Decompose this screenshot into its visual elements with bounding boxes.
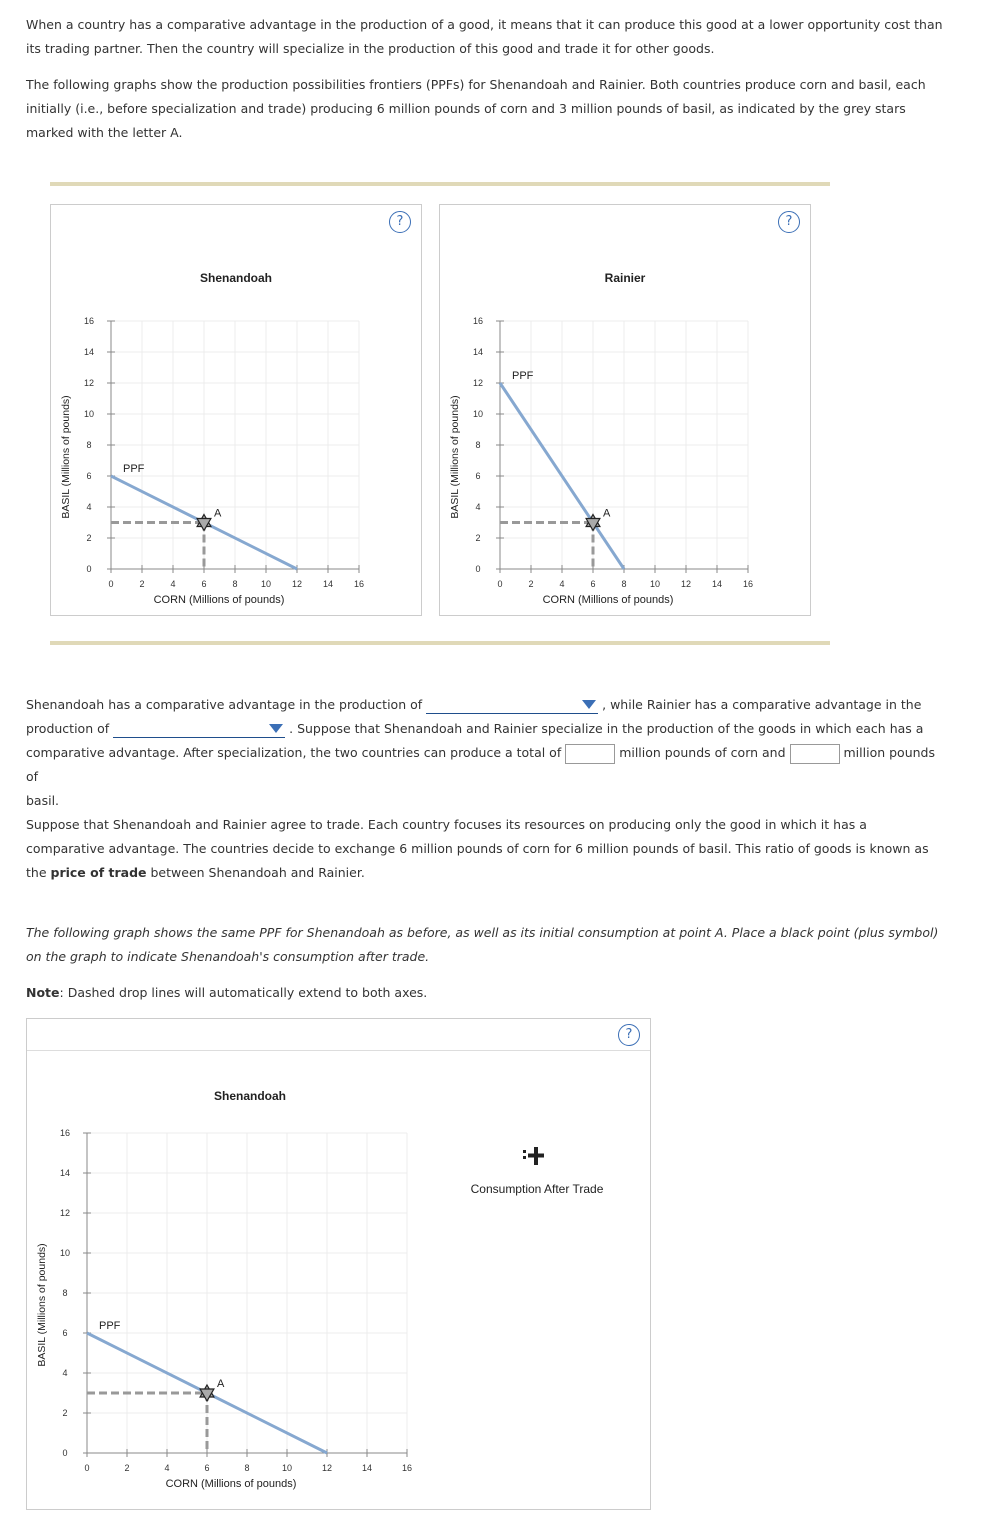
x-tick-label: 10	[281, 1463, 293, 1473]
ppf-label: PPF	[99, 1320, 121, 1332]
y-tick-label: 16	[59, 1128, 71, 1138]
consumption-after-trade-label: Consumption After Trade	[470, 1182, 604, 1196]
point-a-label: A	[217, 1378, 225, 1390]
point-a-label: A	[214, 507, 222, 520]
chevron-down-icon	[269, 724, 283, 733]
rainier-ppf-chart	[440, 205, 810, 615]
x-tick-label: 10	[260, 579, 272, 589]
x-tick-label: 4	[170, 579, 176, 589]
consumption-after-trade-tool[interactable]	[517, 1145, 553, 1167]
panel-header	[27, 1019, 650, 1051]
total-corn-input[interactable]	[565, 744, 615, 764]
chart-title: Rainier	[604, 271, 646, 285]
x-tick-label: 8	[621, 579, 627, 589]
price-of-trade-term: price of trade	[50, 865, 147, 880]
y-tick-label: 14	[59, 1168, 71, 1178]
question-text: million pounds of corn and	[619, 745, 786, 760]
x-tick-label: 0	[497, 579, 503, 589]
y-tick-label: 10	[59, 1248, 71, 1258]
trade-text: Suppose that Shenandoah and Rainier agree to trade. Each country focuses its resources on producing only the good in which it has a comparative advantage. The countries decide to exchange 6 million pounds of corn for 6 million pounds of basil. This ratio of goods is known as the	[26, 817, 929, 880]
y-axis-label: BASIL (Millions of pounds)	[60, 395, 72, 519]
x-tick-label: 6	[590, 579, 596, 589]
note-label: Note	[26, 985, 60, 1000]
x-tick-label: 4	[559, 579, 565, 589]
x-axis-label: CORN (Millions of pounds)	[153, 594, 285, 606]
x-tick-label: 12	[321, 1463, 333, 1473]
shenandoah-ppf-chart	[51, 205, 421, 615]
y-tick-label: 2	[86, 533, 92, 543]
plus-marker-icon	[517, 1145, 553, 1167]
y-tick-label: 2	[62, 1408, 68, 1418]
y-tick-label: 8	[86, 440, 92, 450]
y-axis-label: BASIL (Millions of pounds)	[449, 395, 461, 519]
instruction-paragraph	[26, 921, 946, 969]
x-tick-label: 6	[204, 1463, 210, 1473]
y-tick-label: 4	[62, 1368, 68, 1378]
x-tick-label: 12	[680, 579, 692, 589]
x-tick-label: 14	[361, 1463, 373, 1473]
trade-text: between Shenandoah and Rainier.	[150, 865, 365, 880]
y-tick-label: 2	[475, 533, 481, 543]
question-text: million pounds of	[26, 745, 935, 784]
x-tick-label: 8	[232, 579, 238, 589]
x-tick-label: 8	[244, 1463, 250, 1473]
y-tick-label: 14	[83, 347, 95, 357]
rainier-good-dropdown[interactable]	[113, 721, 285, 738]
y-tick-label: 4	[86, 502, 92, 512]
y-tick-label: 6	[475, 471, 481, 481]
question-text: basil.	[26, 793, 60, 808]
x-tick-label: 4	[164, 1463, 170, 1473]
x-tick-label: 16	[353, 579, 365, 589]
x-tick-label: 16	[742, 579, 754, 589]
x-tick-label: 2	[528, 579, 534, 589]
y-tick-label: 4	[475, 502, 481, 512]
question-text: , while Rainier has a comparative advantage in the	[602, 697, 922, 712]
shenandoah-good-dropdown[interactable]	[426, 697, 598, 714]
y-tick-label: 6	[86, 471, 92, 481]
y-tick-label: 0	[86, 564, 92, 574]
note-paragraph	[26, 981, 946, 1005]
intro-paragraph-1: When a country has a comparative advantage in the production of a good, it means that it can produce this good at a lower opportunity cost than its trading partner. Then the country will specialize in the production of this good and trade it for other goods.	[26, 17, 943, 56]
x-tick-label: 6	[201, 579, 207, 589]
top-divider	[50, 182, 830, 186]
total-basil-input[interactable]	[790, 744, 840, 764]
instruction-text: The following graph shows the same PPF for Shenandoah as before, as well as its initial consumption at point A. Place a black point (plus symbol) on the graph to indicate Shenandoah's consumption after trade.	[26, 925, 939, 964]
ppf-label: PPF	[512, 370, 534, 382]
note-text: : Dashed drop lines will automatically extend to both axes.	[59, 985, 428, 1000]
y-tick-label: 10	[472, 409, 484, 419]
x-tick-label: 12	[291, 579, 303, 589]
ppf-label: PPF	[123, 463, 145, 475]
x-tick-label: 2	[124, 1463, 130, 1473]
help-icon[interactable]: ?	[389, 211, 411, 233]
y-tick-label: 16	[472, 316, 484, 326]
x-tick-label: 0	[108, 579, 114, 589]
x-tick-label: 0	[84, 1463, 90, 1473]
help-icon[interactable]: ?	[618, 1024, 640, 1046]
consumption-graph-panel	[26, 1018, 651, 1510]
y-axis-label: BASIL (Millions of pounds)	[36, 1243, 48, 1367]
y-tick-label: 16	[83, 316, 95, 326]
intro-paragraph-2: The following graphs show the production possibilities frontiers (PPFs) for Shenandoah and Rainier. Both countries produce corn and basil, each initially (i.e., before specialization and trade) producing 6 million pounds of corn and 3 million pounds of basil, as indicated by the grey stars marked with the letter A.	[26, 77, 926, 140]
question-text: production of	[26, 721, 110, 736]
y-tick-label: 14	[472, 347, 484, 357]
x-tick-label: 14	[711, 579, 723, 589]
chart-title: Shenandoah	[213, 1089, 287, 1103]
comparative-advantage-question	[26, 693, 946, 813]
y-tick-label: 8	[62, 1288, 68, 1298]
question-text: comparative advantage. After specialization, the two countries can produce a total of	[26, 745, 562, 760]
y-tick-label: 12	[472, 378, 484, 388]
question-text: Shenandoah has a comparative advantage in the production of	[26, 697, 423, 712]
shenandoah-graph-panel	[50, 204, 422, 616]
x-axis-label: CORN (Millions of pounds)	[165, 1478, 297, 1490]
x-tick-label: 2	[139, 579, 145, 589]
y-tick-label: 6	[62, 1328, 68, 1338]
chevron-down-icon	[582, 700, 596, 709]
y-tick-label: 0	[475, 564, 481, 574]
x-tick-label: 16	[401, 1463, 413, 1473]
trade-paragraph	[26, 813, 946, 885]
y-tick-label: 8	[475, 440, 481, 450]
y-tick-label: 0	[62, 1448, 68, 1458]
y-tick-label: 12	[59, 1208, 71, 1218]
x-tick-label: 14	[322, 579, 334, 589]
y-tick-label: 10	[83, 409, 95, 419]
x-tick-label: 10	[649, 579, 661, 589]
point-a-label: A	[603, 507, 611, 520]
y-tick-label: 12	[83, 378, 95, 388]
x-axis-label: CORN (Millions of pounds)	[542, 594, 674, 606]
rainier-graph-panel	[439, 204, 811, 616]
shenandoah-consumption-chart[interactable]	[27, 1019, 650, 1509]
question-text: . Suppose that Shenandoah and Rainier specialize in the production of the goods in which each has a	[289, 721, 924, 736]
chart-title: Shenandoah	[199, 271, 273, 285]
help-icon[interactable]: ?	[778, 211, 800, 233]
bottom-divider	[50, 641, 830, 645]
